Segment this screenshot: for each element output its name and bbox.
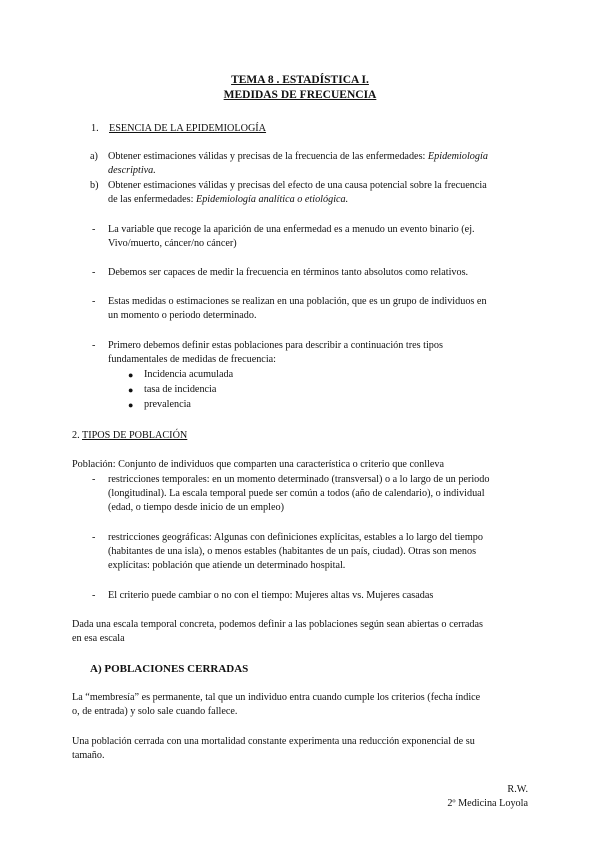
- dash-marker: -: [92, 296, 96, 307]
- bullet-item: prevalencia: [144, 399, 191, 410]
- scale-paragraph-line1: Dada una escala temporal concreta, podemos definir a las poblaciones según sean abiertas o cerradas: [72, 619, 484, 630]
- document-title-line2: MEDIDAS DE FRECUENCIA: [223, 89, 377, 101]
- mortality-line1: Una población cerrada con una mortalidad constante experimenta una reducción exponencial de su: [72, 736, 475, 747]
- criterion-text: El criterio puede cambiar o no con el tiempo: Mujeres altas vs. Mujeres casadas: [108, 590, 434, 601]
- dash-marker: -: [92, 590, 96, 601]
- geographic-line3: explícitas: población que atiende un determinado hospital.: [108, 560, 346, 571]
- bullet-icon: ●: [128, 400, 134, 410]
- item-a-line2: descriptiva.: [108, 165, 156, 176]
- dash3-line2: un momento o periodo determinado.: [108, 310, 257, 321]
- dash-marker: -: [92, 267, 96, 278]
- dash4-line2: fundamentales de medidas de frecuencia:: [108, 354, 277, 365]
- scale-paragraph-line2: en esa escala: [72, 633, 125, 644]
- dash1-line2: Vivo/muerto, cáncer/no cáncer): [108, 238, 237, 249]
- item-a-italic1: Epidemiología: [427, 151, 488, 162]
- dash4-line1: Primero debemos definir estas poblaciones para describir a continuación tres tipos: [108, 340, 443, 351]
- bullet-icon: ●: [128, 385, 134, 395]
- bullet-item: tasa de incidencia: [144, 384, 217, 395]
- membership-line1: La “membresía” es permanente, tal que un individuo entra cuando cumple los criterios (fecha índice: [72, 692, 481, 703]
- item-b-italic: Epidemiología analítica o etiológica.: [195, 194, 349, 205]
- dash-marker: -: [92, 532, 96, 543]
- item-b-marker: b): [90, 180, 99, 191]
- temporal-line1: restricciones temporales: en un momento determinado (transversal) o a lo largo de un periodo: [108, 474, 490, 485]
- footer-course: 2º Medicina Loyola: [447, 798, 528, 809]
- geographic-line2: (habitantes de una isla), o menos estables (habitantes de un país, ciudad). Otras son menos: [108, 546, 477, 557]
- bullet-item: Incidencia acumulada: [144, 369, 234, 380]
- temporal-line3: (edad, o tiempo desde inicio de un empleo): [108, 502, 284, 513]
- geographic-line1: restricciones geográficas: Algunas con definiciones explícitas, estables a lo largo del tiempo: [108, 532, 483, 543]
- item-b-line2: [108, 193, 348, 208]
- dash-marker: -: [92, 340, 96, 351]
- item-a-line1: [108, 150, 488, 165]
- dash-marker: -: [92, 224, 96, 235]
- bullet-icon: ●: [128, 370, 134, 380]
- footer-author: R.W.: [507, 784, 528, 795]
- population-definition: Población: Conjunto de individuos que comparten una característica o criterio que conlleva: [72, 459, 445, 470]
- section1-heading: ESENCIA DE LA EPIDEMIOLOGÍA: [109, 123, 267, 134]
- dash1-line1: La variable que recoge la aparición de una enfermedad es a menudo un evento binario (ej.: [108, 224, 475, 235]
- section2-heading: TIPOS DE POBLACIÓN: [82, 430, 188, 441]
- item-a-text: Obtener estimaciones válidas y precisas de la frecuencia de las enfermedades:: [108, 151, 428, 162]
- closed-populations-heading: A) POBLACIONES CERRADAS: [90, 663, 249, 675]
- dash2-text: Debemos ser capaces de medir la frecuencia en términos tanto absolutos como relativos.: [108, 267, 469, 278]
- membership-line2: o, de entrada) y solo sale cuando fallece.: [72, 706, 238, 717]
- temporal-line2: (longitudinal). La escala temporal puede ser común a todos (año de calendario), o individual: [108, 488, 485, 499]
- item-a-marker: a): [90, 151, 98, 162]
- section1-number: 1.: [91, 123, 99, 134]
- mortality-line2: tamaño.: [72, 750, 105, 761]
- dash3-line1: Estas medidas o estimaciones se realizan en una población, que es un grupo de individuos en: [108, 296, 487, 307]
- section2-number: 2.: [72, 430, 83, 441]
- item-b-text: de las enfermedades:: [108, 194, 196, 205]
- item-b-line1: Obtener estimaciones válidas y precisas del efecto de una causa potencial sobre la frecuencia: [108, 180, 487, 191]
- section2-heading-row: [72, 429, 187, 444]
- document-title-line1: TEMA 8 . ESTADÍSTICA I.: [231, 74, 369, 86]
- dash-marker: -: [92, 474, 96, 485]
